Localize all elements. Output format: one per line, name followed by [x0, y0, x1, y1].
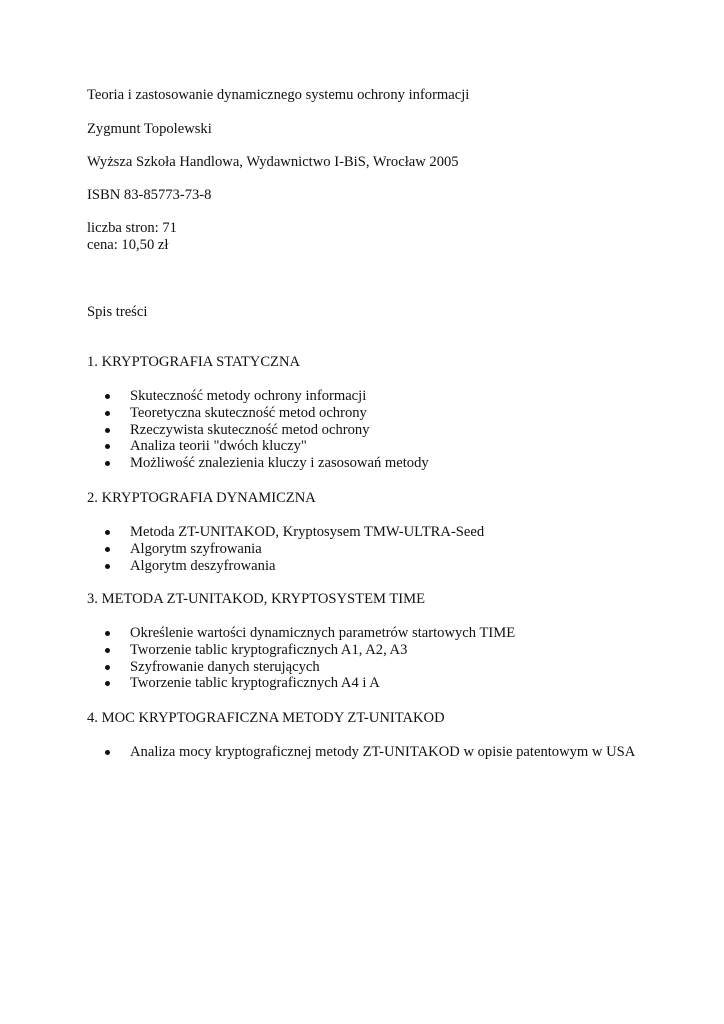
book-pages: liczba stron: 71: [87, 220, 177, 236]
book-isbn: ISBN 83-85773-73-8: [87, 187, 212, 203]
book-publisher: Wyższa Szkoła Handlowa, Wydawnictwo I-BiS, Wrocław 2005: [87, 154, 459, 170]
list-item-text: Określenie wartości dynamicznych parametrów startowych TIME: [130, 625, 516, 641]
toc-section-list: [103, 524, 484, 574]
list-item-text: Rzeczywista skuteczność metod ochrony: [130, 421, 370, 438]
bullet-icon: [105, 648, 110, 653]
book-title: Teoria i zastosowanie dynamicznego systemu ochrony informacji: [87, 87, 470, 103]
toc-section-list: [103, 388, 429, 472]
bullet-icon: [105, 394, 110, 399]
list-item: [103, 541, 484, 558]
bullet-icon: [105, 750, 110, 755]
list-item-text: Tworzenie tablic kryptograficznych A1, A2, A3: [130, 641, 408, 658]
list-item: [103, 675, 515, 692]
toc-section-title: 3. METODA ZT-UNITAKOD, KRYPTOSYSTEM TIME: [87, 591, 426, 607]
bullet-icon: [105, 665, 110, 670]
bullet-icon: [105, 681, 110, 686]
list-item: [103, 388, 429, 405]
list-item: [103, 438, 429, 455]
bullet-icon: [105, 411, 110, 416]
list-item: [103, 744, 635, 761]
list-item-text: Możliwość znalezienia kluczy i zasosowań metody: [130, 455, 429, 472]
bullet-icon: [105, 564, 110, 569]
list-item: [103, 524, 484, 541]
list-item-text: Algorytm deszyfrowania: [130, 557, 276, 574]
toc-section-title: 2. KRYPTOGRAFIA DYNAMICZNA: [87, 490, 316, 506]
list-item-text: Szyfrowanie danych sterujących: [130, 658, 320, 675]
toc-heading: Spis treści: [87, 304, 148, 320]
bullet-icon: [105, 428, 110, 433]
list-item-text: Metoda ZT-UNITAKOD, Kryptosysem TMW-ULTRA-Seed: [130, 524, 485, 540]
list-item: [103, 625, 515, 642]
toc-section-title: 1. KRYPTOGRAFIA STATYCZNA: [87, 354, 301, 370]
bullet-icon: [105, 547, 110, 552]
list-item-text: Algorytm szyfrowania: [130, 540, 262, 557]
bullet-icon: [105, 444, 110, 449]
list-item-text: Skuteczność metody ochrony informacji: [130, 388, 367, 404]
book-author: Zygmunt Topolewski: [87, 121, 212, 137]
list-item-text: Analiza mocy kryptograficznej metody ZT-UNITAKOD w opisie patentowym w USA: [130, 744, 636, 760]
list-item: [103, 405, 429, 422]
list-item-text: Teoretyczna skuteczność metod ochrony: [130, 404, 367, 421]
toc-section-list: [103, 625, 515, 692]
toc-section-list: [103, 744, 635, 761]
list-item: [103, 642, 515, 659]
list-item: [103, 422, 429, 439]
list-item-text: Analiza teorii "dwóch kluczy": [130, 438, 307, 455]
list-item: [103, 558, 484, 575]
book-price: cena: 10,50 zł: [87, 237, 169, 253]
toc-section-title: 4. MOC KRYPTOGRAFICZNA METODY ZT-UNITAKOD: [87, 710, 445, 726]
bullet-icon: [105, 631, 110, 636]
bullet-icon: [105, 461, 110, 466]
list-item-text: Tworzenie tablic kryptograficznych A4 i A: [130, 675, 380, 692]
list-item: [103, 659, 515, 676]
bullet-icon: [105, 530, 110, 535]
list-item: [103, 455, 429, 472]
